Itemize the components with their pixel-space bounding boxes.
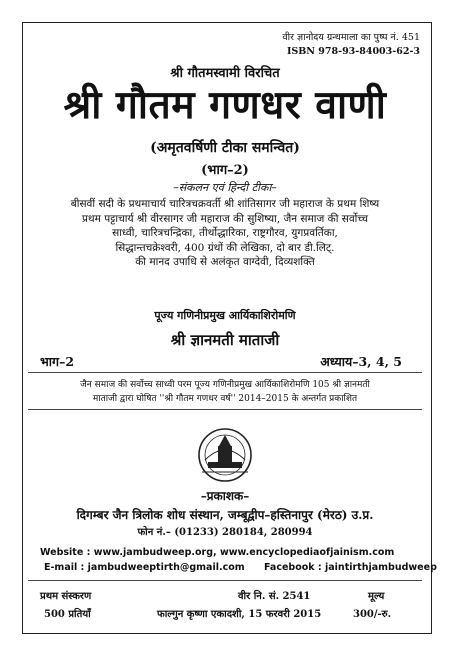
chapter-list: अध्याय–3, 4, 5 — [320, 354, 402, 369]
series-label: वीर ज्ञानोदय ग्रन्थमाला का पुष्प नं. 451 — [282, 32, 420, 43]
divider — [28, 372, 422, 373]
volume-part: भाग–2 — [40, 354, 75, 369]
price-label: मूल्य — [368, 591, 385, 602]
copies-count: 500 प्रतियाँ — [44, 609, 91, 620]
divider — [28, 580, 422, 581]
facebook-link[interactable]: Facebook : jaintirthjambudweep — [264, 562, 437, 573]
divider — [28, 409, 422, 410]
price-value: 300/-रु. — [353, 609, 392, 620]
compiled-label: –संकलन एवं हिन्दी टीका– — [173, 181, 277, 194]
email-link[interactable]: E-mail : jambudweeptirth@gmail.com — [44, 562, 245, 573]
edition-label: प्रथम संस्करण — [40, 591, 92, 602]
publisher-label: –प्रकाशक– — [200, 489, 250, 503]
book-subtitle: (अमृतवर्षिणी टीका समन्वित) — [150, 140, 300, 156]
author-line: श्री गौतमस्वामी विरचित — [170, 66, 280, 81]
declaration-line: जैन समाज की सर्वोच्च साध्वी परम पूज्य गणिनीप्रमुख आर्यिकाशिरोमणि 105 श्री ज्ञानमती — [80, 380, 370, 390]
author-name: श्री ज्ञानमती माताजी — [170, 331, 280, 349]
bio-line: बीसवीं सदी के प्रथमाचार्य चारित्रचक्रवर्ती श्री शांतिसागर जी महाराज के प्रथम शिष्य — [70, 198, 380, 210]
publisher-name: दिगम्बर जैन त्रिलोक शोध संस्थान, जम्बूद्वीप–हस्तिनापुर (मेरठ) उ.प्र. — [76, 508, 374, 522]
book-part: (भाग–2) — [201, 163, 249, 178]
publisher-phone: फोन नं.– (01233) 280184, 280994 — [137, 527, 313, 538]
bio-line: सिद्धान्तचक्रेश्वरी, 400 ग्रंथों की लेखिका, दो बार डी.लिट्. — [115, 241, 335, 254]
author-title: पूज्य गणिनीप्रमुख आर्यिकाशिरोमणि — [154, 309, 296, 322]
book-title: श्री गौतम गणधर वाणी — [63, 82, 387, 128]
bio-line: की मानद उपाधि से अलंकृत वाग्देवी, दिव्यशक्ति — [135, 256, 315, 269]
bio-line: साध्वी, चारित्रचन्द्रिका, तीर्थोद्धारिका, राष्ट्रगौरव, युगप्रवर्तिका, — [112, 227, 338, 240]
author-bio — [0, 197, 450, 270]
institute-emblem-icon — [194, 426, 256, 484]
isbn: ISBN 978-93-84003-62-3 — [286, 46, 420, 57]
vir-samvat: वीर नि. सं. 2541 — [238, 591, 311, 602]
website-link[interactable]: Website : www.jambudweep.org, www.encyclopediaofjainism.com — [40, 547, 395, 558]
declaration — [0, 378, 450, 406]
publish-date: फाल्गुन कृष्णा एकादशी, 15 फरवरी 2015 — [157, 609, 322, 620]
declaration-line: माताजी द्वारा घोषित ''श्री गौतम गणधर वर्ष'' 2014–2015 के अन्तर्गत प्रकाशित — [92, 394, 358, 404]
bio-line: प्रथम पट्टाचार्य श्री वीरसागर जी महाराज की सुशिष्या, जैन समाज की सर्वोच्च — [81, 212, 369, 225]
